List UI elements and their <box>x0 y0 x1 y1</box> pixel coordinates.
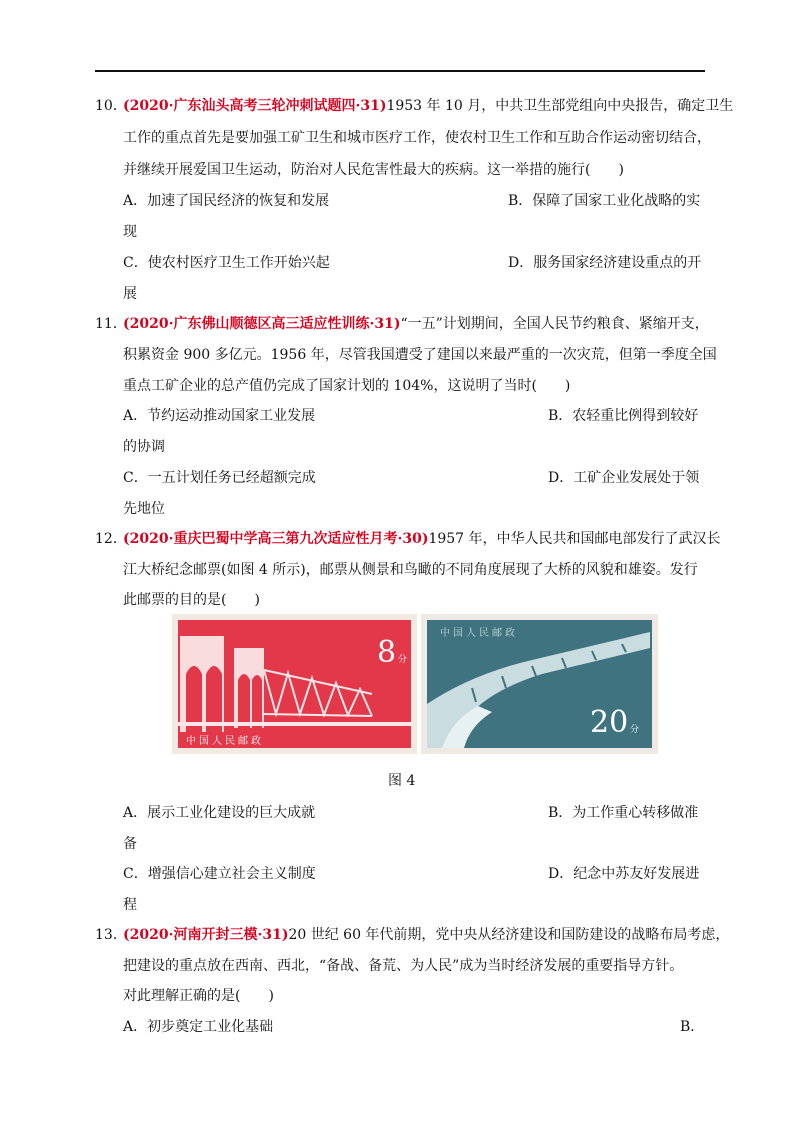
option-d[interactable]: D．纪念中苏友好发展进 <box>548 866 700 882</box>
question-source: (2020·重庆巴蜀中学高三第九次适应性月考·30) <box>123 531 429 547</box>
option-b[interactable]: B．保障了国家工业化战略的实 <box>508 193 701 209</box>
option-a[interactable]: A．展示工业化建设的巨大成就 <box>123 805 316 821</box>
question-line: 积累资金 900 多亿元。1956 年，尽管我国遭受了建国以来最严重的一次灾荒，但第一季度全国 <box>123 347 717 363</box>
question-line: 江大桥纪念邮票(如图 4 所示)，邮票从侧景和鸟瞰的不同角度展现了大桥的风貌和雄姿。发行 <box>123 562 698 578</box>
question-source: (2020·广东汕头高考三轮冲刺试题四·31) <box>123 98 387 114</box>
figure-caption: 图 4 <box>388 773 416 789</box>
question-number: 10． <box>95 98 127 114</box>
question-line: 重点工矿企业的总产值仍完成了国家计划的 104%，这说明了当时( ) <box>123 378 571 394</box>
option-wrap: 现 <box>123 224 137 240</box>
option-b[interactable]: B．农轻重比例得到较好 <box>548 408 699 424</box>
stamp-2-value: 20 <box>590 705 629 740</box>
stamp-1-value: 8 <box>377 635 397 670</box>
question-lead: 20 世纪 60 年代前期，党中央从经济建设和国防建设的战略布局考虑， <box>288 927 730 943</box>
stamp-1-country: 中国人民邮政 <box>186 736 264 747</box>
question-line: 并继续开展爱国卫生运动，防治对人民危害性最大的疾病。这一举措的施行( ) <box>123 162 624 178</box>
question-lead: 1953 年 10 月，中共卫生部党组向中央报告，确定卫生 <box>386 98 734 114</box>
option-c[interactable]: C．增强信心建立社会主义制度 <box>123 866 316 882</box>
option-a[interactable]: A．初步奠定工业化基础 <box>123 1019 274 1035</box>
question-line: 工作的重点首先是要加强工矿卫生和城市医疗工作，使农村卫生工作和互助合作运动密切结合， <box>123 130 711 146</box>
option-c[interactable]: C．使农村医疗卫生工作开始兴起 <box>123 255 330 271</box>
header-rule <box>95 70 705 72</box>
question-number: 12． <box>95 531 127 547</box>
option-wrap: 展 <box>123 286 137 302</box>
question-source: (2020·河南开封三模·31) <box>123 927 289 943</box>
option-b[interactable]: B． <box>680 1019 705 1035</box>
stamp-1 <box>172 614 417 754</box>
question-lead: 1957 年，中华人民共和国邮电部发行了武汉长 <box>428 531 721 547</box>
question-lead: “一五”计划期间，全国人民节约粮食、紧缩开支， <box>400 316 709 332</box>
stamp-1-unit: 分 <box>398 655 408 665</box>
option-a[interactable]: A．节约运动推动国家工业发展 <box>123 408 316 424</box>
stamps-figure <box>172 614 658 754</box>
question-number: 11． <box>95 316 127 332</box>
option-wrap: 的协调 <box>123 439 165 455</box>
option-d[interactable]: D．工矿企业发展处于领 <box>548 470 700 486</box>
stamp-2-unit: 分 <box>630 725 640 735</box>
stamp-2 <box>421 614 658 754</box>
question-line: 对此理解正确的是( ) <box>123 988 274 1004</box>
option-a[interactable]: A．加速了国民经济的恢复和发展 <box>123 193 330 209</box>
option-wrap: 先地位 <box>123 501 165 517</box>
option-wrap: 程 <box>123 897 137 913</box>
option-wrap: 备 <box>123 836 137 852</box>
question-number: 13． <box>95 927 127 943</box>
option-b[interactable]: B．为工作重心转移做准 <box>548 805 699 821</box>
option-d[interactable]: D．服务国家经济建设重点的开 <box>508 255 702 271</box>
question-line: 此邮票的目的是( ) <box>123 592 260 608</box>
stamp-images <box>172 614 658 754</box>
stamp-2-country: 中国人民邮政 <box>440 628 518 639</box>
question-line: 把建设的重点放在西南、西北，“备战、备荒、为人民”成为当时经济发展的重要指导方针。 <box>123 958 684 974</box>
question-source: (2020·广东佛山顺德区高三适应性训练·31) <box>123 316 401 332</box>
option-c[interactable]: C．一五计划任务已经超额完成 <box>123 470 316 486</box>
